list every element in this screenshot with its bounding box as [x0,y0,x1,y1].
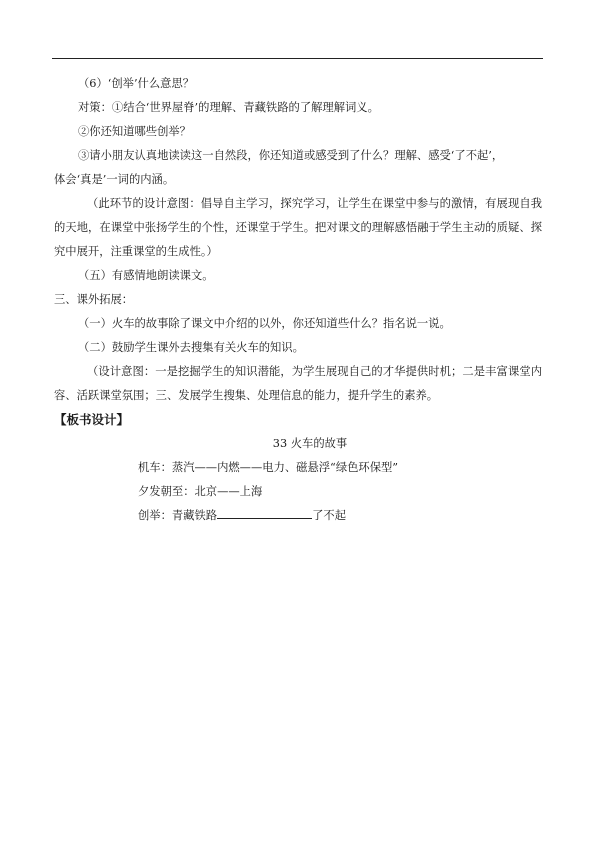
header-rule [52,58,543,59]
question-6: （6）‘创举’什么意思？ [78,77,195,90]
part-3-heading: 三、课外拓展： [54,293,134,306]
board-title: 33 火车的故事 [272,437,348,450]
strategy-line-3a: ③请小朋友认真地读读这一自然段，你还知道或感受到了什么？理解、感受‘了不起’， [78,149,504,162]
step-5: （五）有感情地朗读课文。 [78,269,214,282]
board-line-3-prefix: 创举：青藏铁路 [138,509,218,522]
document-body [54,72,542,528]
strategy-line-2: ②你还知道哪些创举？ [78,125,191,138]
board-design [54,432,542,528]
extension-2: （二）鼓励学生课外去搜集有关火车的知识。 [78,341,304,354]
board-design-heading: 【板书设计】 [54,412,130,427]
board-line-overnight: 夕发朝至：北京——上海 [138,485,263,498]
strategy-line-3b: 体会‘真是’一词的内涵。 [54,173,175,186]
fill-in-blank [217,506,312,519]
extension-1: （一）火车的故事除了课文中介绍的以外，你还知道些什么？指名说一说。 [78,317,451,330]
board-line-locomotive: 机车：蒸汽——内燃——电力、磁悬浮“绿色环保型” [138,461,399,474]
board-line-pioneering [54,504,542,528]
design-intent-2: （设计意图：一是挖掘学生的知识潜能，为学生展现自己的才华提供时机；二是丰富课堂内容、活跃课堂氛围；三、发展学生搜集、处理信息的能力，提升学生的素养。 [54,365,542,402]
design-intent-1: （此环节的设计意图：倡导自主学习，探究学习，让学生在课堂中参与的激情，有展现自我的天地，在课堂中张扬学生的个性，还课堂于学生。把对课文的理解感悟融于学生主动的质疑、探究中展开，注重课堂的生成性。） [54,197,542,258]
board-line-3-suffix: 了不起 [312,509,346,522]
strategy-line-1: 对策：①结合‘世界屋脊’的理解、青藏铁路的了解理解词义。 [78,101,379,114]
